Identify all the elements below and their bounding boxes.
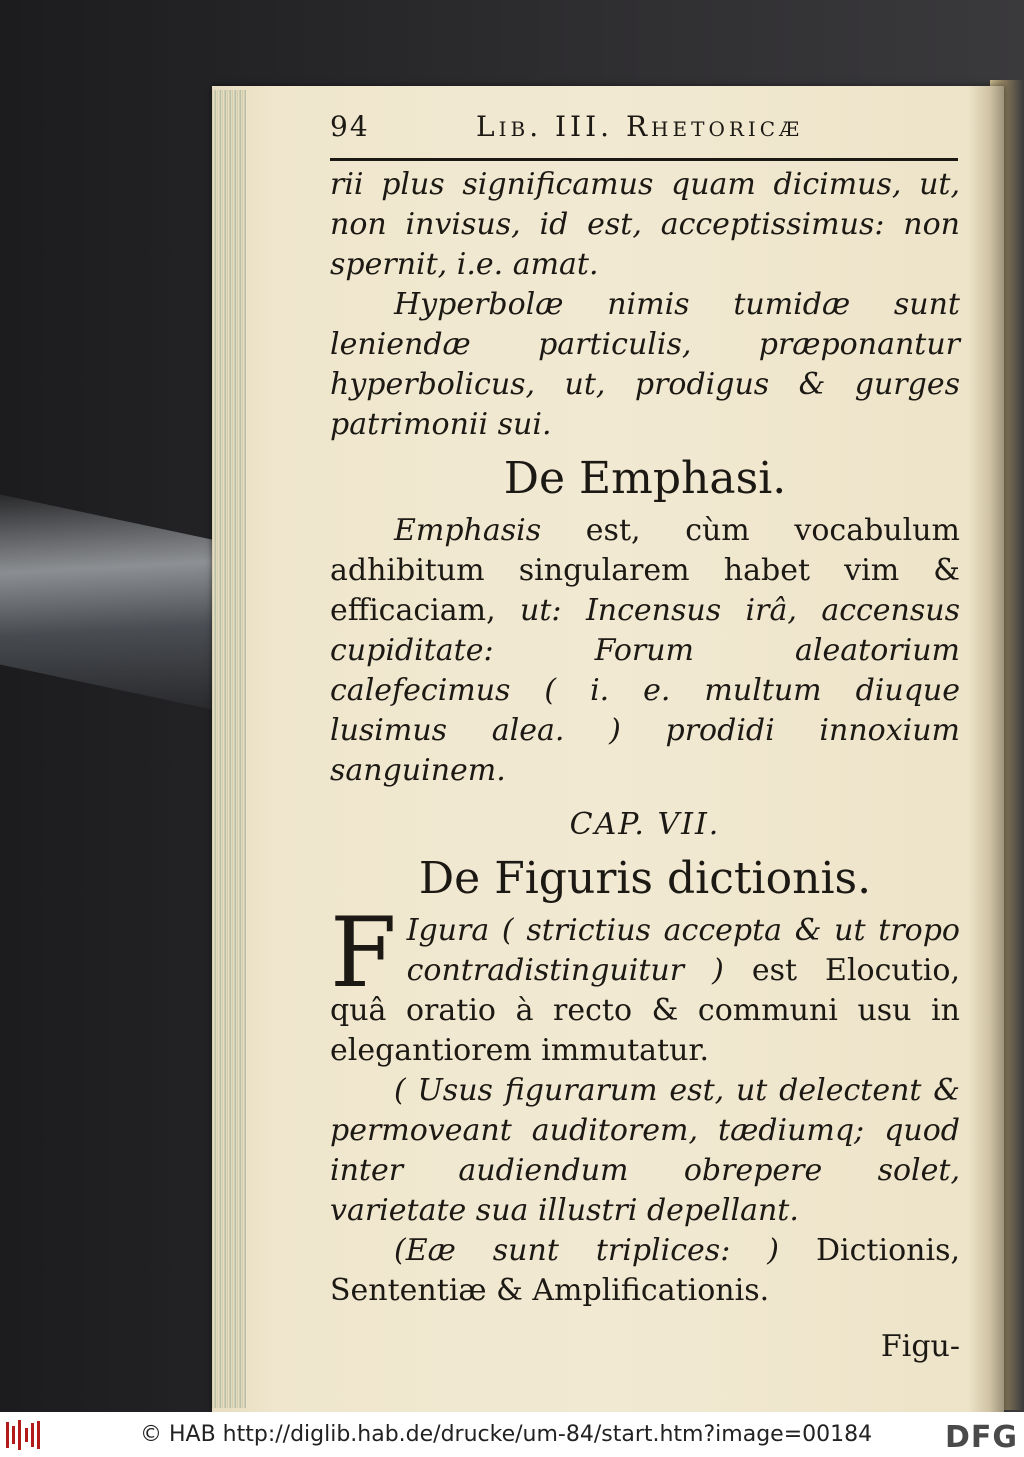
figura-term: Igura ( strictius accepta & ut tropo contradistinguitur ) xyxy=(406,913,960,988)
example-text: ut: Incensus irâ, accensus cupiditate: Forum aleatorium calefecimus ( i. e. multum diuque lusimus alea. ) prodidi innoxium sanguinem. xyxy=(330,593,960,788)
definition-text: est, cùm vocabulum adhibitum singularem habet vim & efficaciam, xyxy=(330,513,960,628)
footer-bar xyxy=(0,1412,1024,1457)
chapter-title: De Figuris dictionis. xyxy=(418,853,872,904)
catchword: Figu- xyxy=(880,1329,960,1364)
header-rule xyxy=(330,158,958,161)
figura-definition: est Elocutio, quâ oratio à recto & communi usu in elegantiorem immutatur. xyxy=(330,953,960,1068)
paragraph-hyperbole: Hyperbolæ nimis tumidæ sunt leniendæ particulis, præponantur hyperbolicus, ut, prodigus & gurges patrimonii sui. xyxy=(330,287,960,442)
page-number: 94 xyxy=(330,110,370,143)
page-gutter-shadow xyxy=(968,86,1004,1412)
triplices-list: Dictionis, Sententiæ & Amplificationis. xyxy=(330,1233,960,1308)
page-text xyxy=(330,110,960,1367)
paragraph-continuation: rii plus significamus quam dicimus, ut, non invisus, id est, acceptissimus: non spernit, i.e. amat. xyxy=(330,167,960,282)
dfg-logo: DFG xyxy=(944,1420,1018,1455)
page-header xyxy=(330,110,960,154)
triplices-intro: (Eæ sunt triplices: ) xyxy=(394,1233,779,1268)
paragraph-usus: ( Usus figurarum est, ut delectent & permoveant auditorem, tædiumq; quod inter audiendum obrepere solet, varietate sua illustri depellant. xyxy=(330,1073,960,1228)
footer-credit-link[interactable]: © HAB http://diglib.hab.de/drucke/um-84/start.htm?image=00184 xyxy=(140,1422,873,1447)
hab-barcode-icon xyxy=(6,1418,40,1452)
section-heading-emphasis: De Emphasi. xyxy=(503,453,787,504)
chapter-number: CAP. VII. xyxy=(569,807,721,842)
paragraph-emphasis xyxy=(330,511,960,791)
term-emphasis: Emphasis xyxy=(394,513,542,548)
drop-capital: F xyxy=(330,897,397,1009)
running-head: Lib. III. Rhetoricæ xyxy=(476,110,804,143)
page-stack-edge xyxy=(212,90,246,1408)
paragraph-figura xyxy=(330,897,960,1071)
paragraph-triplices xyxy=(330,1231,960,1311)
